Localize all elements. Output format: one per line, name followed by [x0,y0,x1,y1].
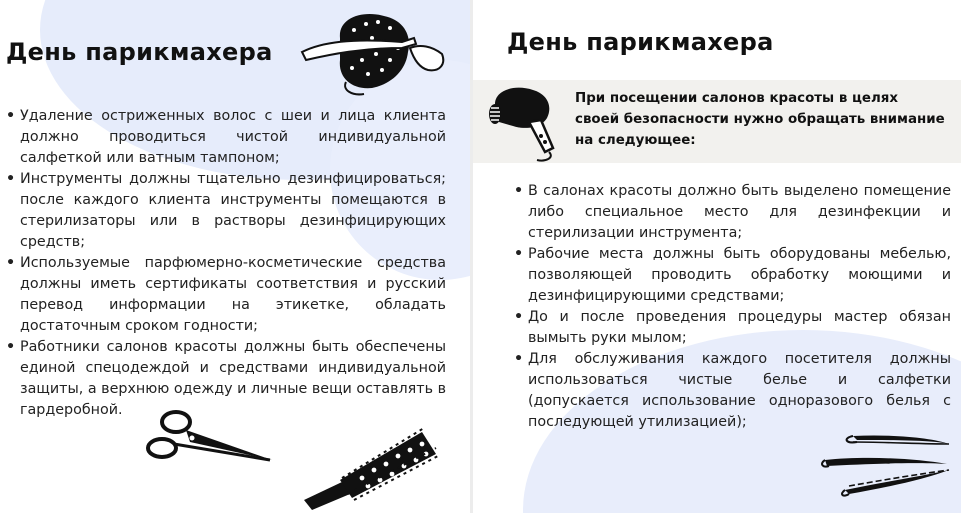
page-title: День парикмахера [6,38,273,66]
rules-list [514,181,951,433]
right-panel [473,0,961,513]
round-brush-icon [302,420,442,510]
info-text: При посещении салонов красоты в целях своей безопасности нужно обращать внимание на следующее: [575,91,945,148]
haircut-head-icon [292,8,452,98]
rules-list [6,106,446,421]
hair-dryer-icon [485,82,565,162]
list-item: • Рабочие места должны быть оборудованы мебелью, позволяющей проводить обработку моющими и дезинфицирующими средствами; [514,244,951,307]
list-item: • До и после проведения процедуры мастер обязан вымыть руки мылом; [514,307,951,349]
scissors-icon [140,408,280,468]
list-item: • Работники салонов красоты должны быть обеспечены единой спецодеждой и средствами индивидуальной защиты, а верхнюю одежду и личные вещи оставлять в гардеробной. [6,337,446,421]
list-item: • Используемые парфюмерно-косметические средства должны иметь сертификаты соответствия и русский перевод информации на этикетке, обладать достаточным сроком годности; [6,253,446,337]
hairpins-icon [823,430,953,500]
list-item: • Удаление остриженных волос с шеи и лица клиента должно проводиться чистой индивидуальной салфеткой или ватным тампоном; [6,106,446,169]
left-panel [0,0,470,513]
list-item: • Инструменты должны тщательно дезинфицироваться; после каждого клиента инструменты помещаются в стерилизаторы или в растворы дезинфицирующих средств; [6,169,446,253]
info-box [473,80,961,163]
page-title: День парикмахера [507,28,774,56]
list-item: • Для обслуживания каждого посетителя должны использоваться чистые белье и салфетки (допускается использование одноразового белья с последующей утилизацией); [514,349,951,433]
list-item: • В салонах красоты должно быть выделено помещение либо специальное место для дезинфекции и стерилизации инструмента; [514,181,951,244]
